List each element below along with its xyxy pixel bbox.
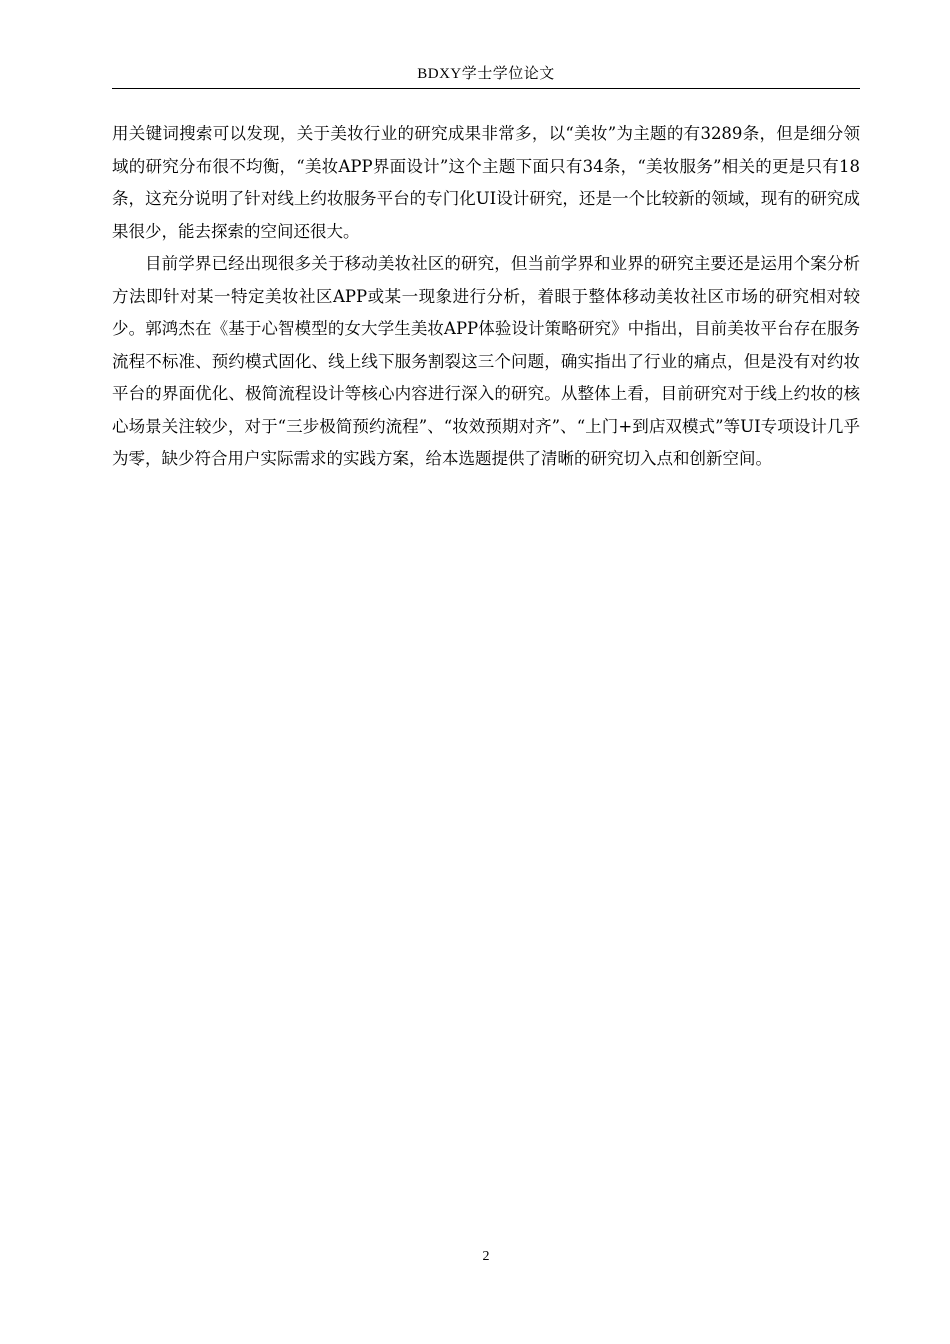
running-header-title: BDXY学士学位论文 xyxy=(417,66,555,82)
page-body xyxy=(112,118,860,476)
header-divider xyxy=(112,88,860,89)
body-paragraph-1: 用关键词搜索可以发现，关于美妆行业的研究成果非常多，以“美妆”为主题的有3289条，但是细分领域的研究分布很不均衡，“美妆APP界面设计”这个主题下面只有34条，“美妆服务”相关的更是只有18条，这充分说明了针对线上约妆服务平台的专门化UI设计研究，还是一个比较新的领域，现有的研究成果很少，能去探索的空间还很大。 xyxy=(112,124,860,241)
page-number: 2 xyxy=(482,1249,490,1264)
body-paragraph-2: 目前学界已经出现很多关于移动美妆社区的研究，但当前学界和业界的研究主要还是运用个案分析方法即针对某一特定美妆社区APP或某一现象进行分析，着眼于整体移动美妆社区市场的研究相对较少。郭鸿杰在《基于心智模型的女大学生美妆APP体验设计策略研究》中指出，目前美妆平台存在服务流程不标准、预约模式固化、线上线下服务割裂这三个问题，确实指出了行业的痛点，但是没有对约妆平台的界面优化、极简流程设计等核心内容进行深入的研究。从整体上看，目前研究对于线上约妆的核心场景关注较少，对于“三步极简预约流程”、“妆效预期对齐”、“上门+到店双模式”等UI专项设计几乎为零，缺少符合用户实际需求的实践方案，给本选题提供了清晰的研究切入点和创新空间。 xyxy=(112,254,860,468)
